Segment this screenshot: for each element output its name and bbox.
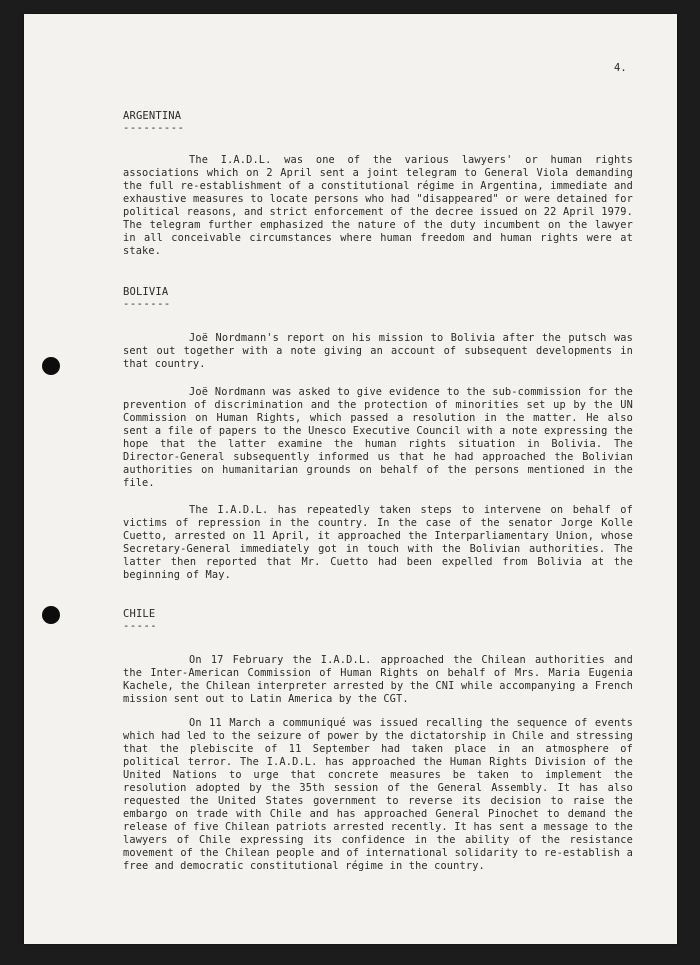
punch-hole-bottom <box>42 606 60 624</box>
section-heading-chile: CHILE <box>123 608 156 620</box>
section-heading-argentina: ARGENTINA <box>123 110 182 122</box>
paragraph-bolivia-3: The I.A.D.L. has repeatedly taken steps to intervene on behalf of victims of repression in the country. In the case of the senator Jorge Kolle Cuetto, arrested on 11 April, it approached the Interparliamentary Union, whose Secretary-General immediately got in touch with the Bolivian authorities. The latter then reported that Mr. Cuetto had been expelled from Bolivia at the beginning of May. <box>123 504 633 581</box>
paragraph-bolivia-1: Joë Nordmann's report on his mission to Bolivia after the putsch was sent out together with a note giving an account of subsequent developments in that country. <box>123 332 633 370</box>
paragraph-argentina-1: The I.A.D.L. was one of the various lawyers' or human rights associations which on 2 April sent a joint telegram to General Viola demanding the full re-establishment of a constitutional régime in Argentina, immediate and exhaustive measures to locate persons who had "disappeared" or were detained for political reasons, and strict enforcement of the decree issued on 22 April 1979. The telegram further emphasized the nature of the duty incumbent on the lawyer in all conceivable circumstances where human freedom and human rights were at stake. <box>123 154 633 257</box>
section-heading-bolivia: BOLIVIA <box>123 286 169 298</box>
document-page <box>24 14 677 944</box>
paragraph-chile-1: On 17 February the I.A.D.L. approached the Chilean authorities and the Inter-American Commission of Human Rights on behalf of Mrs. Maria Eugenia Kachele, the Chilean interpreter arrested by the CNI while accompanying a French mission sent out to Latin America by the CGT. <box>123 654 633 705</box>
paragraph-chile-2: On 11 March a communiqué was issued recalling the sequence of events which had led to the seizure of power by the dictatorship in Chile and stressing that the plebiscite of 11 September had taken place in an atmosphere of political terror. The I.A.D.L. has approached the Human Rights Division of the United Nations to urge that concrete measures be taken to implement the resolution adopted by the 35th session of the General Assembly. It has also requested the United States government to reverse its decision to raise the embargo on trade with Chile and has approached General Pinochet to demand the release of five Chilean patriots arrested recently. It has sent a message to the lawyers of Chile expressing its confidence in the ability of the resistance movement of the Chilean people and of international solidarity to re-establish a free and democratic constitutional régime in the country. <box>123 717 633 872</box>
punch-hole-top <box>42 357 60 375</box>
paragraph-bolivia-2: Joë Nordmann was asked to give evidence to the sub-commission for the prevention of discrimination and the protection of minorities set up by the UN Commission on Human Rights, which passed a resolution in the matter. He also sent a file of papers to the Unesco Executive Council with a note expressing the hope that the latter examine the human rights situation in Bolivia. The Director-General subsequently informed us that he had approached the Bolivian authorities on humanitarian grounds on behalf of the persons mentioned in the file. <box>123 386 633 489</box>
section-underline-chile: ----- <box>123 620 158 632</box>
section-underline-argentina: --------- <box>123 122 185 134</box>
page-number: 4. <box>614 62 627 74</box>
section-underline-bolivia: ------- <box>123 298 171 310</box>
